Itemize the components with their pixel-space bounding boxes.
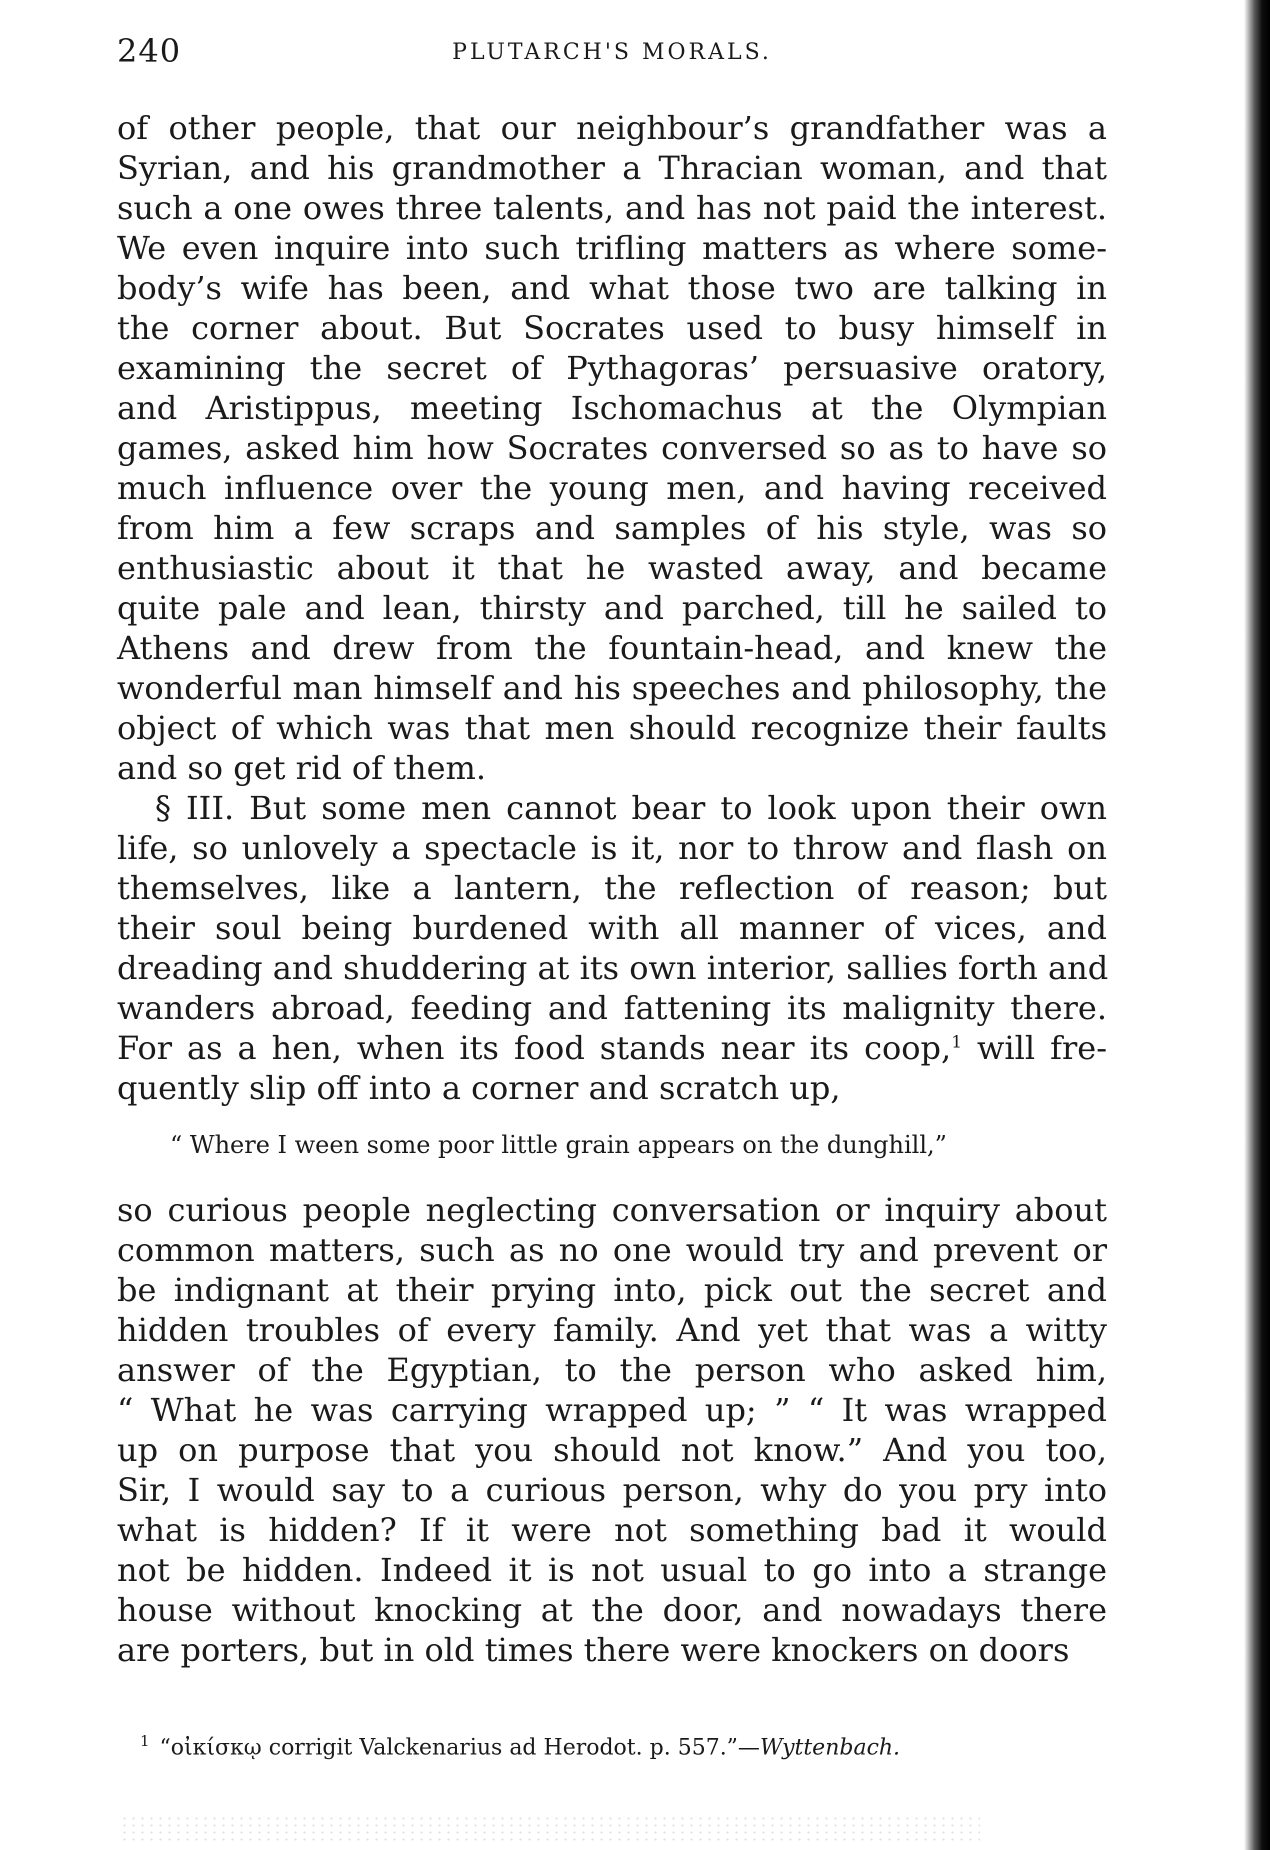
text-fragment: For as a hen, when its food stands near its coop, — [117, 1029, 952, 1067]
paper-speckle — [120, 1815, 980, 1841]
text-line-with-footnote — [117, 1028, 1107, 1068]
text-line: Sir, I would say to a curious person, why do you pry into — [117, 1471, 1107, 1509]
text-line: not be hidden. Indeed it is not usual to go into a strange — [117, 1551, 1107, 1589]
text-line: and Aristippus, meeting Ischomachus at the Olympian — [117, 389, 1107, 427]
paragraph-end-line: and so get rid of them. — [117, 749, 487, 787]
running-head: PLUTARCH'S MORALS. — [452, 40, 772, 65]
text-line: answer of the Egyptian, to the person who asked him, — [117, 1351, 1107, 1389]
text-line: from him a few scraps and samples of his style, was so — [117, 509, 1107, 547]
text-line: games, asked him how Socrates conversed so as to have so — [117, 429, 1107, 467]
text-line: quite pale and lean, thirsty and parched, till he sailed to — [117, 589, 1107, 627]
footnote-reference: 1 — [951, 1032, 963, 1053]
text-line: Syrian, and his grandmother a Thracian woman, and that — [117, 149, 1107, 187]
text-line: the corner about. But Socrates used to busy himself in — [117, 309, 1107, 347]
body-text-block-2 — [117, 1190, 1107, 1670]
text-line: enthusiastic about it that he wasted away, and became — [117, 549, 1107, 587]
text-line: wanders abroad, feeding and fattening its malignity there. — [117, 989, 1107, 1027]
verse-quotation: “ Where I ween some poor little grain appears on the dunghill,” — [170, 1131, 947, 1159]
text-line: of other people, that our neighbour’s grandfather was a — [117, 109, 1107, 147]
text-line: life, so unlovely a spectacle is it, nor to throw and flash on — [117, 829, 1107, 867]
text-line: examining the secret of Pythagoras’ persuasive oratory, — [117, 349, 1107, 387]
text-line: dreading and shuddering at its own interior, sallies forth and — [117, 949, 1109, 987]
footnote — [140, 1725, 1100, 1764]
text-line: wonderful man himself and his speeches and philosophy, the — [117, 669, 1107, 707]
text-fragment: will fre- — [962, 1029, 1108, 1067]
footnote-attribution: Wyttenbach. — [759, 1735, 901, 1761]
page-number: 240 — [117, 32, 182, 70]
text-line: their soul being burdened with all manner of vices, and — [117, 909, 1107, 947]
footnote-mark: 1 — [140, 1732, 150, 1750]
text-line: so curious people neglecting conversation or inquiry about — [117, 1191, 1107, 1229]
page-header — [117, 32, 1107, 80]
text-line: Athens and drew from the fountain-head, and knew the — [117, 629, 1107, 667]
text-line: object of which was that men should recognize their faults — [117, 709, 1107, 747]
text-line: body’s wife has been, and what those two are talking in — [117, 269, 1107, 307]
text-line: hidden troubles of every family. And yet that was a witty — [117, 1311, 1107, 1349]
text-line: up on purpose that you should not know.” And you too, — [117, 1431, 1107, 1469]
text-line: themselves, like a lantern, the reflection of reason; but — [117, 869, 1107, 907]
text-line: such a one owes three talents, and has not paid the interest. — [117, 189, 1107, 227]
text-line: are porters, but in old times there were knockers on doors — [117, 1631, 1070, 1669]
section-three-start: § III. But some men cannot bear to look upon their own — [155, 789, 1107, 827]
text-line: common matters, such as no one would try and prevent or — [117, 1231, 1107, 1269]
footnote-text: “οἰκίσκῳ corrigit Valckenarius ad Herodot. p. 557.”— — [159, 1735, 760, 1761]
text-line: house without knocking at the door, and nowadays there — [117, 1591, 1107, 1629]
text-line: “ What he was carrying wrapped up; ” “ It was wrapped — [117, 1391, 1107, 1429]
text-line: what is hidden? If it were not something bad it would — [117, 1511, 1107, 1549]
text-line: much influence over the young men, and having received — [117, 469, 1107, 507]
text-line: quently slip off into a corner and scratch up, — [117, 1069, 841, 1107]
text-line: We even inquire into such trifling matters as where some- — [117, 229, 1107, 267]
text-line: be indignant at their prying into, pick out the secret and — [117, 1271, 1107, 1309]
body-text-block-1 — [117, 108, 1107, 1108]
book-binding-edge — [1244, 0, 1270, 1850]
